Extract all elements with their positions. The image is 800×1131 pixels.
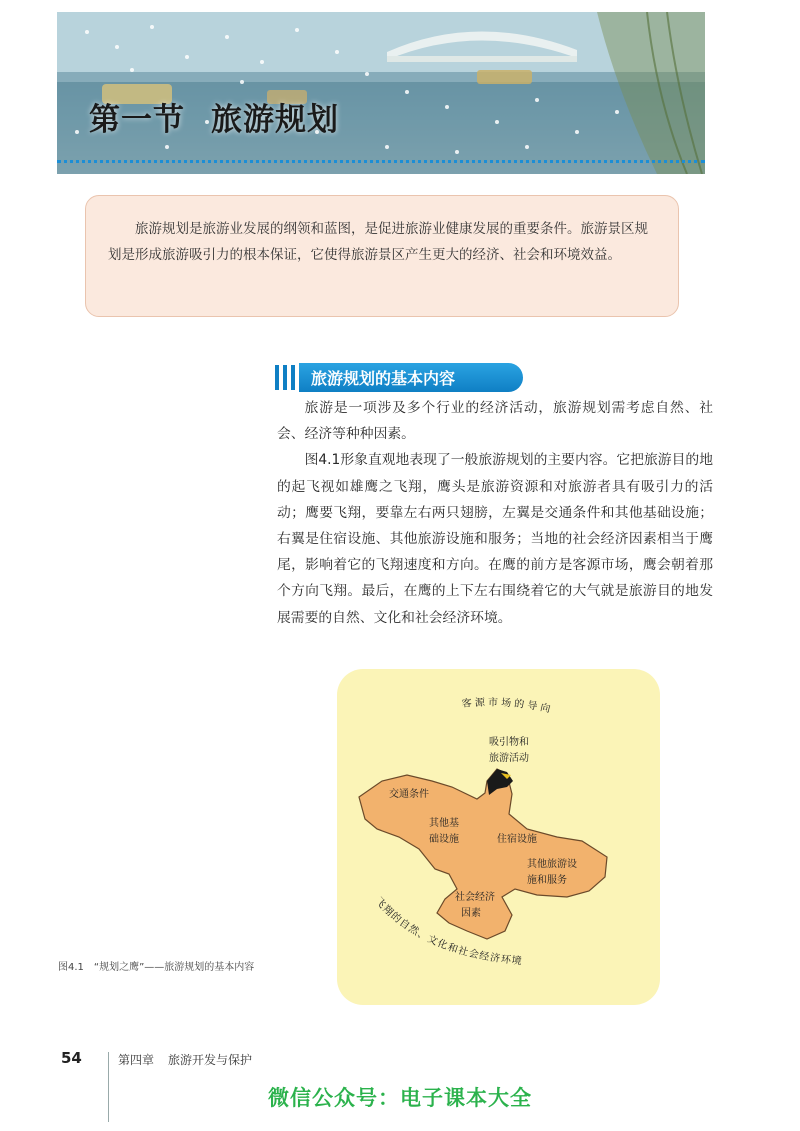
intro-box (85, 195, 679, 317)
body-label-line2: 础设施 (429, 834, 459, 845)
section-body (277, 395, 713, 631)
heading-bars-icon (273, 363, 297, 392)
arc-top-label: 客源市场的导向 (461, 697, 555, 716)
lake-photo (57, 12, 705, 174)
banner-divider (57, 160, 705, 163)
intro-text: 旅游规划是旅游业发展的纲领和蓝图，是促进旅游业健康发展的重要条件。旅游景区规划是形成旅游吸引力的根本保证，它使得旅游景区产生更大的经济、社会和环境效益。 (108, 221, 648, 263)
caption-text: “规划之鹰”——旅游规划的基本内容 (93, 962, 255, 973)
section-number: 第一节 (89, 102, 185, 138)
chapter-banner (57, 12, 705, 174)
right-wing-label-line1: 其他旅游设 (527, 859, 577, 870)
arc-bottom-label: 飞翔的自然、文化和社会经济环境 (372, 895, 524, 968)
head-label-line2: 旅游活动 (489, 753, 529, 764)
section-heading (273, 363, 523, 392)
left-wing-label: 交通条件 (389, 789, 429, 800)
body-label-line1: 其他基 (429, 818, 459, 829)
chapter-title: 旅游开发与保护 (168, 1053, 253, 1067)
watermark: 微信公众号：电子课本大全 (268, 1086, 532, 1110)
center-label: 住宿设施 (497, 834, 537, 845)
figure-caption (58, 958, 254, 973)
heading-label: 旅游规划的基本内容 (311, 369, 456, 388)
figure-panel (337, 669, 660, 1005)
chapter-number: 第四章 (118, 1053, 155, 1067)
section-title (89, 94, 339, 139)
paragraph: 旅游是一项涉及多个行业的经济活动，旅游规划需考虑自然、社会、经济等种种因素。 (277, 400, 713, 443)
tail-label-line1: 社会经济 (455, 892, 495, 903)
section-title-text: 旅游规划 (211, 102, 339, 138)
chapter-footer (118, 1051, 252, 1068)
right-wing-label-line2: 施和服务 (527, 875, 567, 886)
caption-number: 图4.1 (58, 962, 84, 973)
eagle-diagram (337, 669, 660, 1005)
paragraph: 图4.1形象直观地表现了一般旅游规划的主要内容。它把旅游目的地的起飞视如雄鹰之飞翔，鹰头是旅游资源和对旅游者具有吸引力的活动；鹰要飞翔，要靠左右两只翅膀，左翼是交通条件和其他基础设施；右翼是住宿设施、其他旅游设施和服务；当地的社会经济因素相当于鹰尾，影响着它的飞翔速度和方向。在鹰的前方是客源市场，鹰会朝着那个方向飞翔。最后，在鹰的上下左右围绕着它的大气就是旅游目的地发展需要的自然、文化和社会经济环境。 (277, 452, 713, 626)
head-label-line1: 吸引物和 (489, 737, 529, 748)
page-number: 54 (61, 1049, 82, 1067)
tail-label-line2: 因素 (461, 908, 481, 919)
